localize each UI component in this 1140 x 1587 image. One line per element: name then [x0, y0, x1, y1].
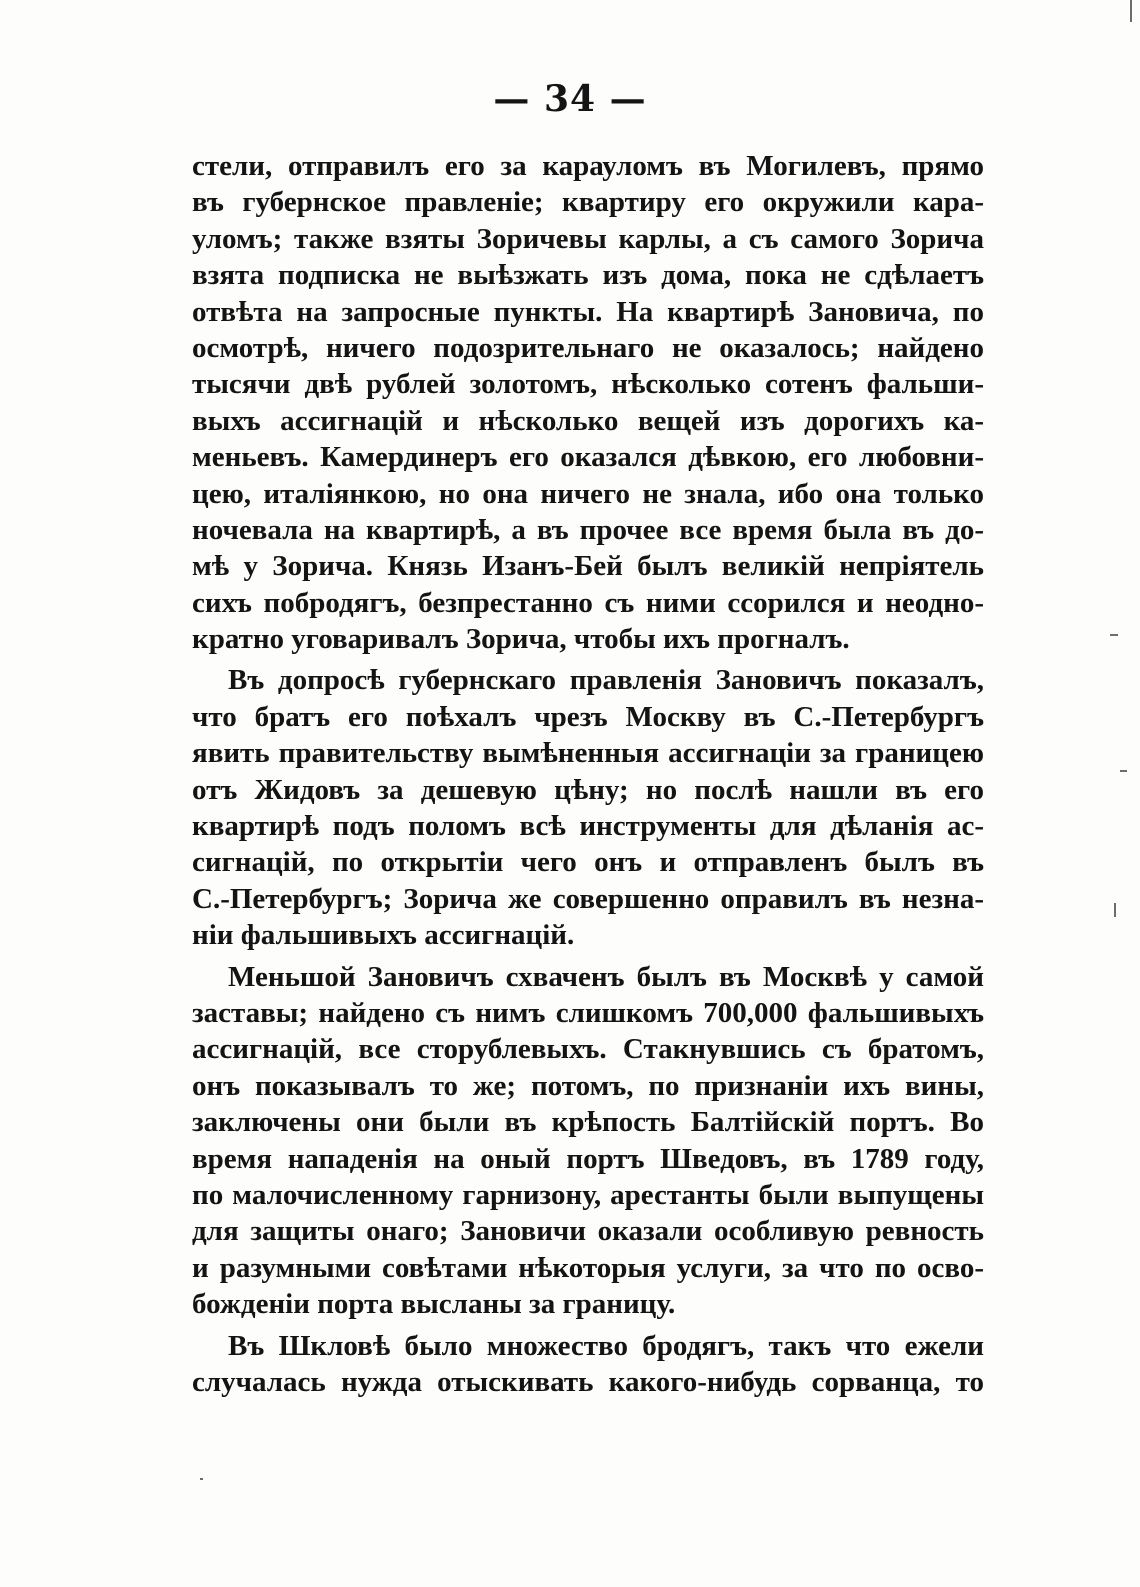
text-line: сигнацій, по открытіи чего онъ и отправленъ былъ въ: [192, 846, 984, 879]
body-text: [192, 148, 984, 1400]
text-line: отвѣта на запросные пункты. На квартирѣ Зановича, по: [192, 295, 984, 328]
text-line: Меньшой Зановичъ схваченъ былъ въ Москвѣ у самой: [228, 960, 984, 993]
text-line: время нападенія на оный портъ Шведовъ, въ 1789 году,: [192, 1142, 984, 1175]
text-line: Въ Шкловѣ было множество бродягъ, такъ что ежели: [228, 1329, 984, 1362]
paragraph-3: [192, 959, 984, 1323]
text-line: осмотрѣ, ничего подозрительнаго не оказалось; найдено: [192, 331, 984, 364]
text-line: кратно уговаривалъ Зорича, чтобы ихъ прогналъ.: [192, 623, 850, 656]
scan-mark: [1114, 903, 1116, 917]
text-line: квартирѣ подъ поломъ всѣ инструменты для дѣланія ас-: [192, 810, 984, 843]
text-line: отъ Жидовъ за дешевую цѣну; но послѣ нашли въ его: [192, 773, 984, 806]
text-line: онъ показывалъ то же; потомъ, по признаніи ихъ вины,: [192, 1069, 984, 1102]
text-line: уломъ; также взяты Зоричевы карлы, а съ самого Зорича: [192, 222, 984, 255]
text-line: явить правительству вымѣненныя ассигнаціи за границею: [192, 737, 984, 770]
paragraph-4: [192, 1328, 984, 1401]
scan-mark: [200, 1478, 203, 1480]
text-line: по малочисленному гарнизону, арестанты были выпущены: [192, 1178, 984, 1211]
text-line: стели, отправилъ его за карауломъ въ Могилевъ, прямо: [192, 150, 984, 182]
text-line: Въ допросѣ губернскаго правленія Зановичъ показалъ,: [228, 664, 984, 697]
scan-mark: [1110, 634, 1118, 636]
text-line: ніи фальшивыхъ ассигнацій.: [192, 919, 575, 952]
text-line: ночевала на квартирѣ, а въ прочее все время была въ до-: [192, 513, 984, 546]
scan-mark: [1130, 0, 1132, 22]
paragraph-1: [192, 148, 984, 657]
text-line: мѣ у Зорича. Князь Изанъ-Бей былъ великій непріятель: [192, 550, 984, 583]
text-line: взята подписка не выѣзжать изъ дома, пока не сдѣлаетъ: [192, 259, 984, 292]
text-line: случалась нужда отыскивать какого-нибудь сорванца, то: [192, 1365, 984, 1398]
text-line: что братъ его поѣхалъ чрезъ Москву въ С.-Петербургъ: [192, 700, 984, 733]
text-line: и разумными совѣтами нѣкоторыя услуги, за что по осво-: [192, 1251, 984, 1284]
text-line: цею, италіянкою, но она ничего не знала, ибо она только: [192, 477, 984, 510]
text-line: заставы; найдено съ нимъ слишкомъ 700,000 фальшивыхъ: [192, 996, 984, 1029]
text-line: меньевъ. Камердинеръ его оказался дѣвкою, его любовни-: [192, 441, 984, 474]
text-line: тысячи двѣ рублей золотомъ, нѣсколько сотенъ фальши-: [192, 368, 984, 401]
text-line: выхъ ассигнацій и нѣсколько вещей изъ дорогихъ ка-: [192, 404, 984, 437]
page-number: — 34 —: [493, 78, 647, 120]
paragraph-2: [192, 662, 984, 953]
text-line: С.-Петербургъ; Зорича же совершенно оправилъ въ незна-: [192, 882, 984, 915]
text-line: заключены они были въ крѣпость Балтійскій портъ. Во: [192, 1106, 984, 1139]
text-line: божденіи порта высланы за границу.: [192, 1288, 676, 1321]
text-line: ассигнацій, все сторублевыхъ. Стакнувшись съ братомъ,: [192, 1033, 984, 1066]
text-line: сихъ побродягъ, безпрестанно съ ними ссорился и неодно-: [192, 586, 984, 619]
text-line: для защиты онаго; Зановичи оказали особливую ревность: [192, 1215, 984, 1248]
text-line: въ губернское правленіе; квартиру его окружили кара-: [192, 186, 984, 219]
scan-mark: [1120, 770, 1127, 772]
